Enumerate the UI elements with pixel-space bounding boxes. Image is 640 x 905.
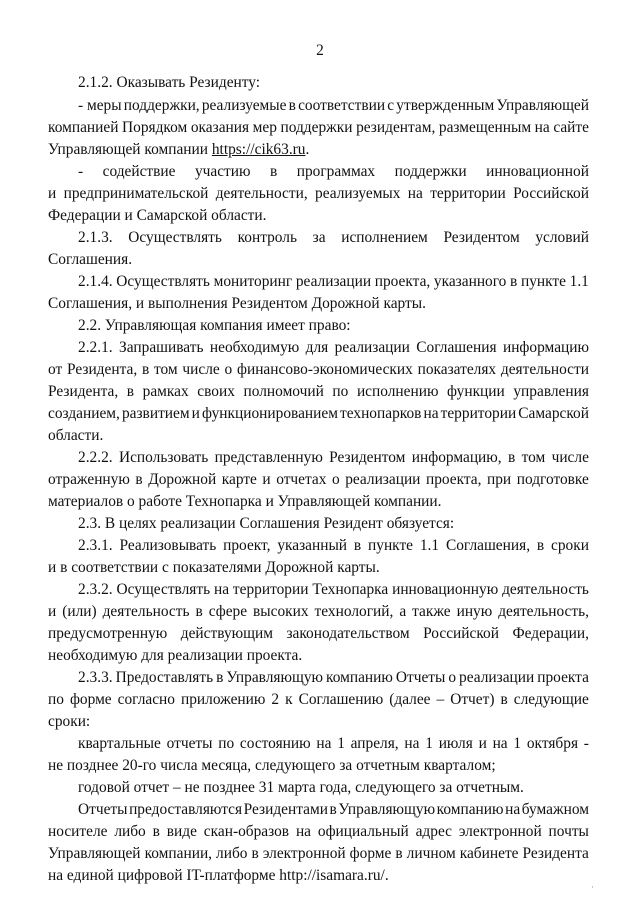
word: проекта (537, 669, 589, 686)
word: 2.3.1. (78, 537, 113, 554)
word: реализации (345, 471, 421, 488)
word: размещенным (438, 119, 532, 136)
word: Российской (513, 185, 589, 202)
text-line (78, 96, 589, 116)
word: Федерации, (512, 625, 589, 642)
text-line: Соглашения, и выполнения Резидентом Дорожной карты. (48, 295, 426, 312)
word: своих (197, 383, 235, 400)
word: на (295, 823, 312, 840)
word: в (329, 801, 337, 818)
word: оказания (190, 119, 250, 136)
word: Резидента (522, 845, 589, 862)
word: территории (440, 405, 517, 422)
text-line: необходимую для реализации проекта. (48, 647, 303, 664)
word: в (536, 537, 545, 554)
word: инновационной (486, 163, 589, 180)
word: Российской (423, 625, 499, 642)
word: Отчет) (450, 691, 495, 708)
word: Резидентом (443, 229, 520, 246)
text-line (48, 404, 589, 424)
word: 1.1 (569, 273, 589, 290)
word: адрес (415, 823, 452, 840)
text-line (48, 118, 589, 138)
word: кабинете (459, 845, 519, 862)
word: мониторинг (213, 273, 293, 290)
text-line (48, 382, 589, 402)
word: Резидентом (329, 449, 406, 466)
word: проект, (223, 537, 271, 554)
word: показателях (417, 361, 497, 378)
word: поддержки (280, 119, 353, 136)
text-line (48, 844, 589, 864)
word: на (316, 735, 332, 752)
word: отчеты (166, 735, 213, 752)
word: числе (182, 361, 220, 378)
text-span: Управляющей компании (48, 141, 212, 158)
text-line: области. (48, 427, 104, 444)
word: с (387, 97, 395, 114)
word: 1.1 (419, 537, 440, 554)
word: территории (430, 185, 506, 202)
word: на (423, 405, 439, 422)
word: Управляющую (226, 669, 324, 686)
word: на (404, 735, 420, 752)
word: финансово-экономических (236, 361, 413, 378)
word: необходимую (209, 339, 300, 356)
word: территории (232, 581, 309, 598)
word: а (399, 603, 407, 620)
word: мер (252, 119, 277, 136)
text-line: материалов о работе Технопарка и Управляющей компании. (48, 493, 442, 510)
text-line (78, 162, 589, 182)
word: за (312, 229, 326, 246)
word: по (218, 735, 235, 752)
word: подготовке (516, 471, 589, 488)
word: электронной (458, 823, 542, 840)
word: на (492, 735, 508, 752)
word: Соглашения, (445, 537, 531, 554)
word: в (500, 691, 508, 708)
word: исполнением (341, 229, 428, 246)
word: информацию (502, 339, 589, 356)
word: июля (438, 735, 473, 752)
word: условий (535, 229, 589, 246)
word: и (191, 405, 200, 422)
word: 2 (271, 691, 280, 708)
text-line: Федерации и Самарской области. (48, 207, 267, 224)
word: форме (349, 845, 392, 862)
word: участию (194, 163, 251, 180)
word: сайте (553, 119, 589, 136)
word: 1 (337, 735, 345, 752)
clause-2-1-3 (78, 228, 589, 248)
word: деятельности, (215, 185, 308, 202)
word: личном (406, 845, 456, 862)
word: 2.3.3. (78, 669, 113, 686)
word: сроки (551, 537, 589, 554)
word: в (288, 97, 296, 114)
word: в (395, 845, 403, 862)
word: следующие (513, 691, 589, 708)
word: деятельность (102, 603, 190, 620)
clause-2-1-4 (78, 272, 589, 292)
word: Осуществлять (116, 273, 210, 290)
clause-2-3-3 (78, 668, 589, 688)
text-line (48, 470, 589, 490)
clause-2-2: 2.2. Управляющая компания имеет право: (78, 317, 351, 334)
word: карте (221, 471, 257, 488)
word: реализуемые (201, 97, 287, 114)
word: 1 (513, 735, 522, 752)
word: - (78, 163, 84, 180)
word: реализуемых (315, 185, 401, 202)
word: 2.3.2. (78, 581, 113, 598)
word: содействие (102, 163, 176, 180)
word: развитием (121, 405, 190, 422)
word: утвержденным (396, 97, 495, 114)
word: состоянию (239, 735, 311, 752)
word: для (305, 339, 329, 356)
word: числе (551, 449, 589, 466)
text-line (48, 690, 589, 710)
word: пункте (368, 537, 414, 554)
word: контроль (237, 229, 297, 246)
word: в (507, 449, 516, 466)
clause-2-3-2 (78, 580, 589, 600)
word: в (141, 361, 150, 378)
word: приложению (180, 691, 266, 708)
word: апреля, (350, 735, 399, 752)
word: Управляющую (338, 801, 436, 818)
text-line (48, 360, 589, 380)
word: Отчеты (78, 801, 128, 818)
word: при (487, 471, 512, 488)
word: деятельность, (498, 603, 589, 620)
text-line (48, 624, 589, 644)
word: иную (456, 603, 493, 620)
word: в (269, 163, 278, 180)
word: предпринимательской (63, 185, 209, 202)
word: в (126, 383, 135, 400)
word: квартальные (78, 735, 161, 752)
word: высоких (253, 603, 309, 620)
word: 2.1.3. (78, 229, 113, 246)
word: и (48, 185, 57, 202)
word: Резидента, (66, 361, 138, 378)
word: носителе (48, 823, 108, 840)
text-line (48, 822, 589, 842)
word: 2.2.1. (78, 339, 113, 356)
word: деятельности (500, 361, 589, 378)
word: - меры (78, 97, 122, 114)
word: 2.1.4. (78, 273, 113, 290)
text-line (48, 602, 589, 622)
word: Порядком (122, 119, 188, 136)
word: технопарков (340, 405, 422, 422)
word: действующим (180, 625, 273, 642)
word: рамках (142, 383, 189, 400)
word: проекта, (374, 273, 431, 290)
word: деятельность (502, 581, 589, 598)
word: на (213, 581, 230, 598)
word: Отчеты (395, 669, 446, 686)
word: Осуществлять (128, 229, 222, 246)
word: в (353, 537, 362, 554)
word: управления (513, 383, 589, 400)
word: указанный (277, 537, 348, 554)
clause-2-1-2: 2.1.2. Оказывать Резиденту: (78, 74, 261, 91)
word: форме (69, 691, 112, 708)
text-line (48, 140, 589, 160)
site-link[interactable]: https://cik63.ru (211, 141, 306, 158)
word: Использовать (118, 449, 209, 466)
text-line: Соглашения. (48, 251, 133, 268)
word: к (285, 691, 293, 708)
corner-mark-icon: · (591, 882, 594, 892)
text-line (48, 184, 589, 204)
word: Реализовывать (119, 537, 217, 554)
word: на (534, 119, 550, 136)
word: Резидента, (48, 383, 119, 400)
annual-report-line: годовой отчет – не позднее 31 марта года, следующего за отчетным. (78, 779, 524, 796)
word: либо (216, 845, 248, 862)
word: компанией (48, 119, 119, 136)
word: реализации (459, 669, 535, 686)
word: Дорожной (148, 471, 217, 488)
word: бумажном (521, 801, 589, 818)
word: инновационную (392, 581, 499, 598)
word: Соглашению (298, 691, 384, 708)
word: Осуществлять (116, 581, 211, 598)
word: компании, (144, 845, 213, 862)
word: предусмотренную (48, 625, 168, 642)
word: на (505, 801, 521, 818)
word: и (478, 735, 487, 752)
word: 1 (425, 735, 433, 752)
word: также (412, 603, 451, 620)
word: электронной (262, 845, 346, 862)
word: компанию (326, 669, 393, 686)
word: реализации (295, 273, 372, 290)
word: полномочий (243, 383, 324, 400)
word: Запрашивать (119, 339, 204, 356)
word: Технопарка (312, 581, 389, 598)
word: том (521, 449, 546, 466)
word: согласно (117, 691, 175, 708)
word: Управляющей (48, 845, 141, 862)
word: поддержки (394, 163, 467, 180)
word: (далее (389, 691, 431, 708)
word: (или) (62, 603, 97, 620)
word: в (195, 603, 203, 620)
word: в (135, 471, 143, 488)
word: отчетах (276, 471, 327, 488)
clause-2-2-1 (78, 338, 589, 358)
word: программах (296, 163, 376, 180)
word: пункте (520, 273, 566, 290)
clause-2-3: 2.3. В целях реализации Соглашения Резидент обязуется: (78, 515, 455, 532)
word: указанного (433, 273, 507, 290)
word: соответствии (298, 97, 386, 114)
word: 2.2.2. (78, 449, 113, 466)
word: виде (166, 823, 197, 840)
word: предоставляются (129, 801, 243, 818)
word: и (262, 471, 271, 488)
word: о (224, 361, 233, 378)
word: почты (548, 823, 589, 840)
page-number: 2 (316, 42, 324, 59)
clause-2-2-2 (78, 448, 589, 468)
word: технологий, (314, 603, 394, 620)
text-line: на единой цифровой IT-платформе http://isamara.ru/. (48, 867, 389, 884)
word: скан-образов (203, 823, 290, 840)
word: - (583, 735, 589, 752)
text-line: не позднее 20-го числа месяца, следующего за отчетным кварталом; (48, 757, 496, 774)
word: в (152, 823, 160, 840)
word: отраженную (48, 471, 130, 488)
word: Управляющей (496, 97, 589, 114)
word: на (407, 185, 423, 202)
word: – (436, 691, 445, 708)
word: в (216, 669, 224, 686)
word: октября (526, 735, 579, 752)
word: поддержки, (123, 97, 200, 114)
word: том (153, 361, 178, 378)
word: в (251, 845, 259, 862)
word: функции (447, 383, 505, 400)
text-span: . (305, 141, 310, 158)
word: Резидентами (243, 801, 328, 818)
word: резидентам, (356, 119, 436, 136)
quarterly-report-line (78, 734, 589, 754)
word: созданием, (48, 405, 120, 422)
word: по (48, 691, 64, 708)
word: либо (114, 823, 146, 840)
reports-paragraph-line (78, 800, 589, 820)
word: от (48, 361, 63, 378)
word: в (510, 273, 518, 290)
text-line: сроки: (48, 713, 91, 730)
word: Соглашения (416, 339, 497, 356)
clause-2-3-1 (78, 536, 589, 556)
word: представленную (214, 449, 323, 466)
word: официальный (317, 823, 409, 840)
word: Предоставлять (115, 669, 214, 686)
word: реализации (334, 339, 410, 356)
word: компанию (436, 801, 504, 818)
word: о (448, 669, 457, 686)
word: сфере (208, 603, 248, 620)
word: Самарской (518, 405, 589, 422)
word: по (332, 383, 349, 400)
word: исполнению (356, 383, 439, 400)
word: проекта, (425, 471, 482, 488)
word: о (331, 471, 340, 488)
text-line: и в соответствии с показателями Дорожной карты. (48, 559, 380, 576)
word: и (48, 603, 57, 620)
word: информацию, (411, 449, 502, 466)
word: функционированием (201, 405, 338, 422)
word: законодательством (286, 625, 410, 642)
